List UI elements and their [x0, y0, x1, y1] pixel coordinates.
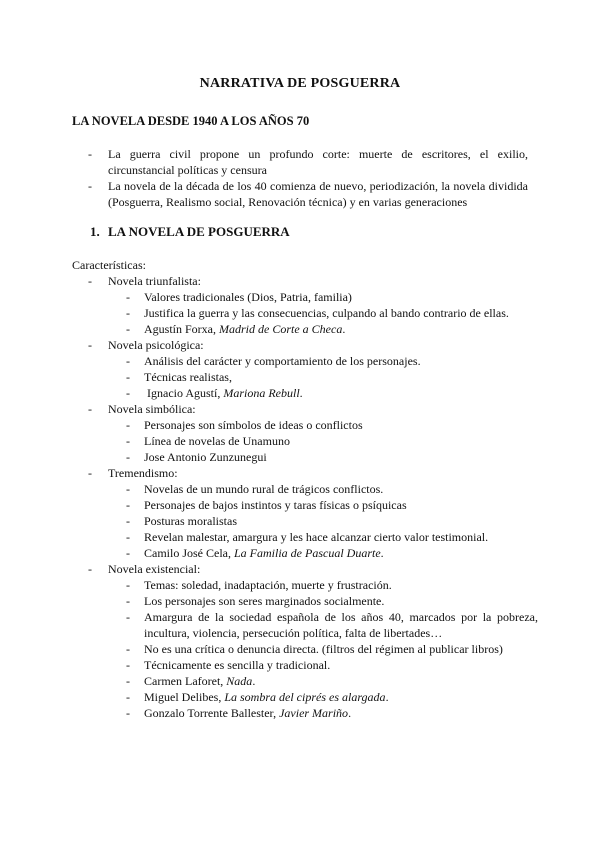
- feature-text: Revelan malestar, amargura y les hace alcanzar cierto valor testimonial.: [144, 530, 489, 544]
- characteristics-list: [88, 273, 541, 721]
- feature-text: Jose Antonio Zunzunegui: [144, 450, 267, 464]
- feature-item: [126, 449, 538, 465]
- dash-bullet: -: [126, 290, 130, 304]
- dash-bullet: -: [126, 706, 130, 720]
- dash-bullet: -: [126, 642, 130, 656]
- dash-bullet: -: [126, 594, 130, 608]
- feature-item: [126, 689, 538, 705]
- novel-type-label: Novela psicológica:: [108, 338, 204, 352]
- feature-text: Temas: soledad, inadaptación, muerte y frustración.: [144, 578, 392, 592]
- novel-type-label: Novela existencial:: [108, 562, 201, 576]
- intro-list: [88, 146, 528, 210]
- dash-bullet: -: [126, 530, 130, 544]
- dash-bullet: -: [126, 690, 130, 704]
- dash-bullet: -: [126, 610, 130, 624]
- feature-text: Miguel Delibes,: [144, 690, 225, 704]
- novel-type-item: [88, 337, 538, 401]
- feature-text: Línea de novelas de Unamuno: [144, 434, 290, 448]
- subsection-number: 1.: [90, 224, 100, 239]
- feature-list: [108, 481, 538, 561]
- subsection-title: LA NOVELA DE POSGUERRA: [108, 224, 290, 239]
- feature-text: Amargura de la sociedad española de los años 40, marcados por la pobreza, incultura, violencia, persecución política, falta de libertades…: [144, 610, 541, 640]
- feature-text: Posturas moralistas: [144, 514, 237, 528]
- feature-item: [126, 641, 538, 657]
- feature-text: Agustín Forxa,: [144, 322, 219, 336]
- feature-item: [126, 481, 538, 497]
- feature-item: [126, 609, 541, 641]
- document-title: NARRATIVA DE POSGUERRA: [199, 76, 401, 91]
- novel-type-label: Novela simbólica:: [108, 402, 196, 416]
- feature-text: Ignacio Agustí,: [144, 386, 224, 400]
- feature-item: [126, 593, 538, 609]
- dash-bullet: -: [88, 338, 92, 352]
- dash-bullet: -: [126, 674, 130, 688]
- feature-list: [108, 289, 538, 337]
- intro-item: [88, 178, 528, 210]
- characteristics-label: Características:: [72, 258, 146, 272]
- feature-item: [126, 513, 538, 529]
- work-title: Nada: [226, 674, 253, 688]
- dash-bullet: -: [88, 147, 92, 161]
- feature-text: Novelas de un mundo rural de trágicos conflictos.: [144, 482, 384, 496]
- intro-text: La guerra civil propone un profundo corte: muerte de escritores, el exilio, circunstancial políticas y censura: [108, 147, 528, 177]
- feature-item: [126, 417, 538, 433]
- dash-bullet: -: [126, 450, 130, 464]
- dash-bullet: -: [126, 658, 130, 672]
- feature-item: [126, 353, 538, 369]
- novel-type-item: [88, 401, 538, 465]
- feature-item: [126, 529, 538, 545]
- dash-bullet: -: [126, 578, 130, 592]
- section-heading: LA NOVELA DESDE 1940 A LOS AÑOS 70: [72, 114, 310, 128]
- feature-item: [126, 657, 538, 673]
- work-title: La sombra del ciprés es alargada: [224, 690, 386, 704]
- feature-text: Personajes de bajos instintos y taras físicas o psíquicas: [144, 498, 407, 512]
- feature-item: [126, 545, 538, 561]
- work-title: Mariona Rebull: [223, 386, 300, 400]
- dash-bullet: -: [126, 370, 130, 384]
- feature-item: [126, 321, 538, 337]
- dash-bullet: -: [126, 322, 130, 336]
- feature-punctuation: .: [385, 690, 389, 704]
- feature-item: [126, 385, 538, 401]
- feature-punctuation: .: [348, 706, 352, 720]
- feature-text: Camilo José Cela,: [144, 546, 234, 560]
- novel-type-item: [88, 561, 541, 721]
- feature-text: Los personajes son seres marginados socialmente.: [144, 594, 385, 608]
- dash-bullet: -: [126, 546, 130, 560]
- feature-text: Técnicamente es sencilla y tradicional.: [144, 658, 331, 672]
- intro-text: La novela de la década de los 40 comienza de nuevo, periodización, la novela dividida (Posguerra, Realismo social, Renovación técnica) y en varias generaciones: [108, 179, 528, 209]
- feature-list: [108, 353, 538, 401]
- intro-item: [88, 146, 528, 178]
- subsection-heading: [90, 224, 290, 240]
- feature-item: [126, 305, 538, 321]
- feature-text: Justifica la guerra y las consecuencias, culpando al bando contrario de ellas.: [144, 306, 509, 320]
- feature-item: [126, 673, 538, 689]
- feature-text: Técnicas realistas,: [144, 370, 232, 384]
- dash-bullet: -: [88, 562, 92, 576]
- feature-item: [126, 497, 538, 513]
- work-title: La Familia de Pascual Duarte: [234, 546, 381, 560]
- novel-type-item: [88, 465, 538, 561]
- dash-bullet: -: [126, 418, 130, 432]
- feature-text: No es una crítica o denuncia directa. (filtros del régimen al publicar libros): [144, 642, 503, 656]
- novel-type-label: Novela triunfalista:: [108, 274, 201, 288]
- dash-bullet: -: [126, 306, 130, 320]
- dash-bullet: -: [126, 514, 130, 528]
- feature-punctuation: .: [252, 674, 256, 688]
- feature-item: [126, 705, 538, 721]
- feature-item: [126, 433, 538, 449]
- dash-bullet: -: [126, 434, 130, 448]
- feature-text: Carmen Laforet,: [144, 674, 227, 688]
- dash-bullet: -: [88, 179, 92, 193]
- feature-punctuation: .: [299, 386, 303, 400]
- work-title: Javier Mariño: [279, 706, 349, 720]
- feature-punctuation: .: [380, 546, 384, 560]
- novel-type-item: [88, 273, 538, 337]
- feature-text: Personajes son símbolos de ideas o conflictos: [144, 418, 363, 432]
- feature-list: [108, 577, 541, 721]
- dash-bullet: -: [88, 274, 92, 288]
- feature-text: Gonzalo Torrente Ballester,: [144, 706, 280, 720]
- feature-text: Análisis del carácter y comportamiento de los personajes.: [144, 354, 421, 368]
- dash-bullet: -: [126, 354, 130, 368]
- dash-bullet: -: [126, 498, 130, 512]
- feature-list: [108, 417, 538, 465]
- feature-item: [126, 369, 538, 385]
- work-title: Madrid de Corte a Checa: [219, 322, 343, 336]
- dash-bullet: -: [126, 386, 130, 400]
- feature-punctuation: .: [342, 322, 346, 336]
- feature-item: [126, 577, 538, 593]
- feature-item: [126, 289, 538, 305]
- novel-type-label: Tremendismo:: [108, 466, 178, 480]
- dash-bullet: -: [88, 466, 92, 480]
- dash-bullet: -: [126, 482, 130, 496]
- feature-text: Valores tradicionales (Dios, Patria, familia): [144, 290, 352, 304]
- dash-bullet: -: [88, 402, 92, 416]
